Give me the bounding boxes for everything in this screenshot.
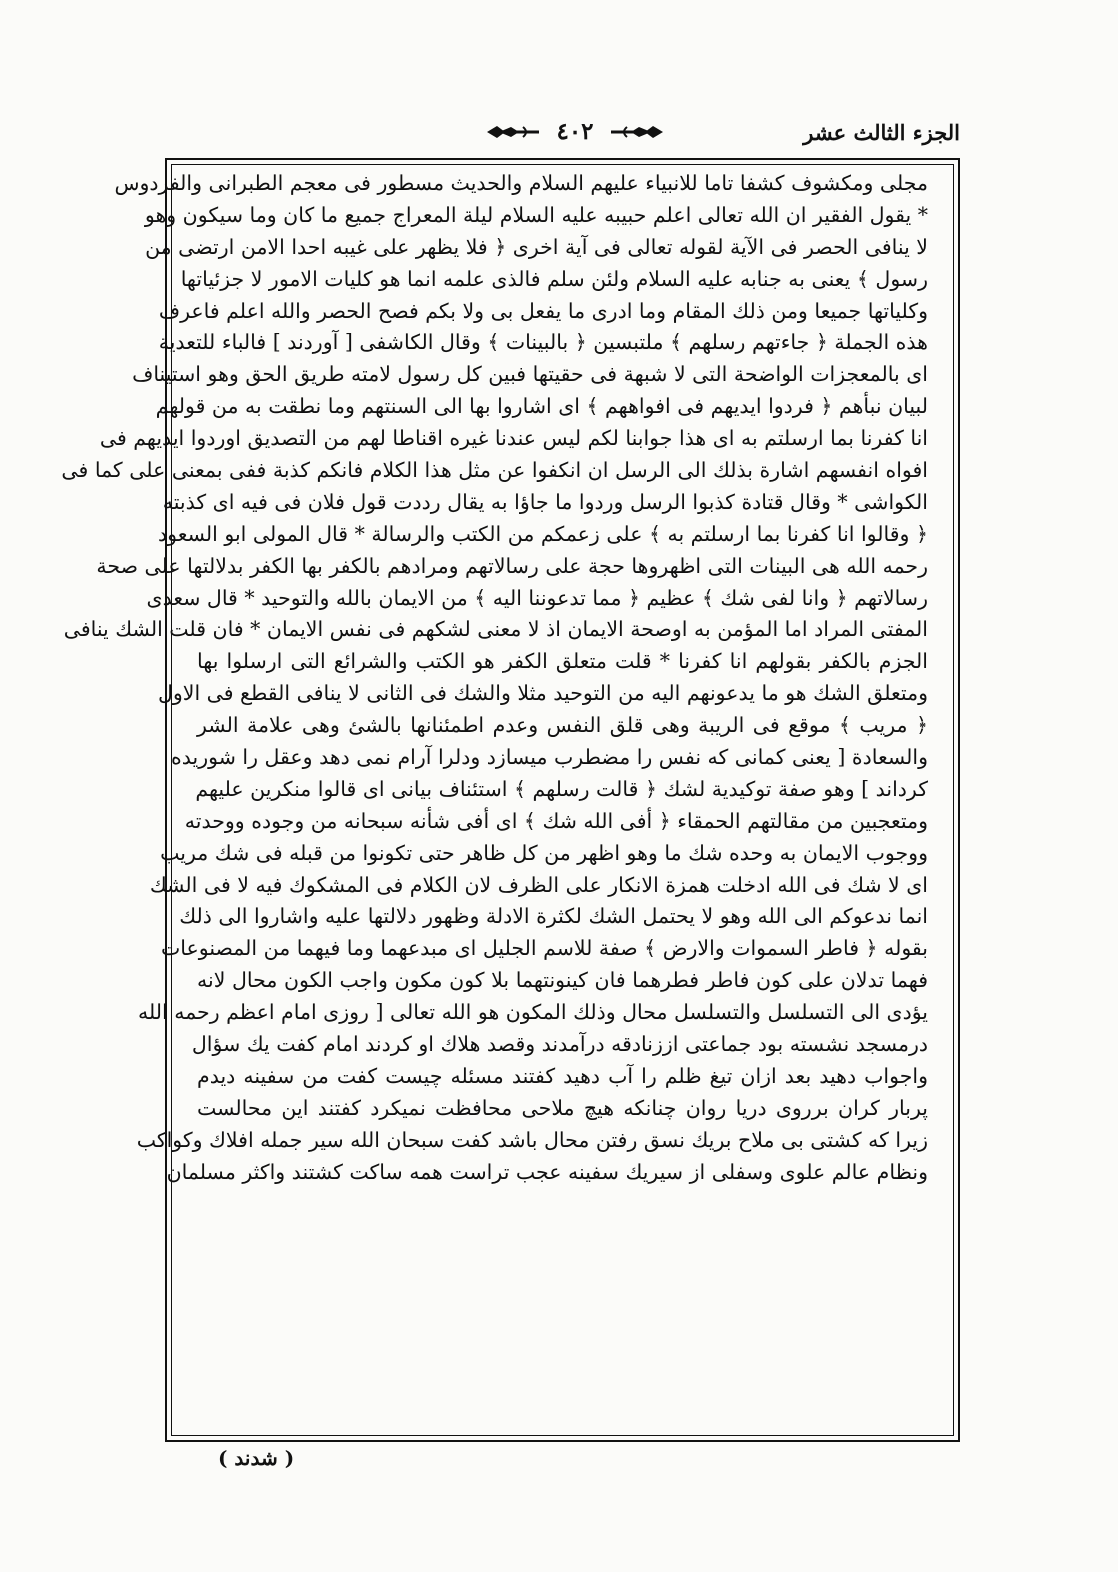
text-line: لا ينافى الحصر فى الآية لقوله تعالى فى آية اخرى ﴿ فلا يظهر على غيبه احدا الامن ارتضى من xyxy=(145,234,928,259)
body-text xyxy=(61,168,928,1432)
text-line: بقوله ﴿ فاطر السموات والارض ﴾ صفة للاسم الجليل اى مبدعهما وما فيهما من المصنوعات xyxy=(160,936,928,961)
text-line: مجلى ومكشوف كشفا تاما للانبياء عليهم السلام والحديث مسطور فى معجم الطبرانى والفردوس xyxy=(114,171,928,195)
text-line: كرداند ] وهو صفة توكيدية لشك ﴿ قالت رسلهم ﴾ استئناف بيانى اى قالوا منكرين عليهم xyxy=(195,776,928,801)
text-line: الكواشى * وقال قتادة كذبوا الرسل وردوا ما جاؤا به يقال رددت قول فلان فى فيه اى كذبته xyxy=(162,489,928,514)
page-number: ٤٠٢ xyxy=(556,118,594,145)
text-line: يؤدى الى التسلسل والتسلسل محال وذلك المكون هو الله تعالى [ روزى امام اعظم رحمه الله xyxy=(137,1000,928,1025)
text-line: انا كفرنا بما ارسلتم به اى هذا جوابنا لكم ليس عندنا غيره اقناطا لهم من التصديق اوردوا ايديهم فى xyxy=(99,426,928,451)
text-line: ومتعلق الشك هو ما يدعونهم اليه من التوحيد مثلا والشك فى الثانى لا ينافى القطع فى الاول xyxy=(157,681,928,706)
page-number-ornament xyxy=(485,114,665,150)
text-line: هذه الجملة ﴿ جاءتهم رسلهم ﴾ ملتبسين ﴿ بالبينات ﴾ وقال الكاشفى [ آوردند ] فالباء للتعدية xyxy=(158,330,928,355)
text-line: والسعادة [ يعنى كمانى كه نفس را مضطرب ميسازد ودلرا آرام نمى دهد وعقل را شوريده xyxy=(171,745,928,770)
text-line: واجواب دهيد بعد ازان تيغ ظلم را آب دهيد كفتند مسئله چيست كفت من سفينه ديدم xyxy=(197,1063,928,1088)
text-line: ووجوب الايمان به وحده شك ما وهو اظهر من كل ظاهر حتى تكونوا من قبله فى شك مريب xyxy=(160,840,928,865)
catchword: ( شدند ) xyxy=(218,1446,295,1470)
text-line: فهما تدلان على كون فاطر فطرهما فان كينونتهما بلا كون مكون واجب الكون محال لانه xyxy=(197,968,928,993)
text-line: درمسجد نشسته بود جماعتى اززنادقه درآمدند وقصد هلاك او كردند امام كفت يك سؤال xyxy=(191,1032,928,1057)
text-line: ومتعجبين من مقالتهم الحمقاء ﴿ أفى الله شك ﴾ اى أفى شأنه سبحانه من وجوده ووحدته xyxy=(184,808,928,833)
text-line: زيرا كه كشتى بى ملاح بريك نسق رفتن محال باشد كفت سبحان الله سير جمله افلاك وكواكب xyxy=(136,1127,928,1152)
text-line: المفتى المراد اما المؤمن به اوصحة الايمان اذ لا معنى لشكهم فى نفس الايمان * فان قلت الشك ينافى xyxy=(63,617,928,642)
text-line: اى لا شك فى الله ادخلت همزة الانكار على الظرف لان الكلام فى المشكوك فيه لا فى الشك xyxy=(149,872,928,897)
text-line: لبيان نبأهم ﴿ فردوا ايديهم فى افواههم ﴾ اى اشاروا بها الى السنتهم وما نطقت به من قولهم xyxy=(155,394,928,419)
page-header xyxy=(165,112,960,156)
juz-title: الجزء الثالث عشر xyxy=(803,120,960,145)
text-line: پربار كران برروى دريا روان چنانكه هيچ ملاحى محافظت نميكرد كفتند اين محالست xyxy=(197,1095,928,1120)
text-line: رسالاتهم ﴿ وانا لفى شك ﴾ عظيم ﴿ مما تدعوننا اليه ﴾ من الايمان بالله والتوحيد * قال سعدى xyxy=(146,585,928,610)
text-line: انما ندعوكم الى الله وهو لا يحتمل الشك لكثرة الادلة وظهور دلالتها عليه واشاروا الى ذلك xyxy=(179,904,928,929)
text-line: رسول ﴾ يعنى به جنابه عليه السلام ولئن سلم فالذى علمه انما هو كليات الامور لا جزئياتها xyxy=(180,266,928,291)
left-ornament-icon xyxy=(485,124,540,140)
text-line: ﴿ مريب ﴾ موقع فى الريبة وهى قلق النفس وعدم اطمئنانها بالشئ وهى علامة الشر xyxy=(197,713,928,738)
text-frame xyxy=(61,158,960,1442)
text-line: ﴿ وقالوا انا كفرنا بما ارسلتم به ﴾ على زعمكم من الكتب والرسالة * قال المولى ابو السعود xyxy=(158,521,928,546)
text-line: وكلياتها جميعا ومن ذلك المقام وما ادرى ما يفعل بى ولا بكم فصح الحصر والله اعلم فاعرف xyxy=(158,298,928,323)
text-line: الجزم بالكفر بقولهم انا كفرنا * قلت متعلق الكفر هو الكتب والشرائع التى ارسلوا بها xyxy=(197,649,928,674)
text-line: رحمه الله هى البينات التى اظهروها حجة على رسالاتهم ومرادهم بالكفر بها الكفر بدلالتها على صحة xyxy=(96,553,928,578)
text-line: ونظام عالم علوى وسفلى از سيريك سفينه عجب تراست همه ساكت كشتند واكثر مسلمان xyxy=(166,1159,928,1184)
text-line: افواه انفسهم اشارة بذلك الى الرسل ان انكفوا عن مثل هذا الكلام فانكم كذبة ففى بمعنى على كما فى xyxy=(61,458,928,483)
text-line: * يقول الفقير ان الله تعالى اعلم حبيبه عليه السلام ليلة المعراج جميع ما كان وما سيكون وهو xyxy=(144,202,928,227)
right-ornament-icon xyxy=(610,124,665,140)
text-line: اى بالمعجزات الواضحة التى لا شبهة فى حقيتها فبين كل رسول لامته طريق الحق وهو استيناف xyxy=(132,362,928,387)
